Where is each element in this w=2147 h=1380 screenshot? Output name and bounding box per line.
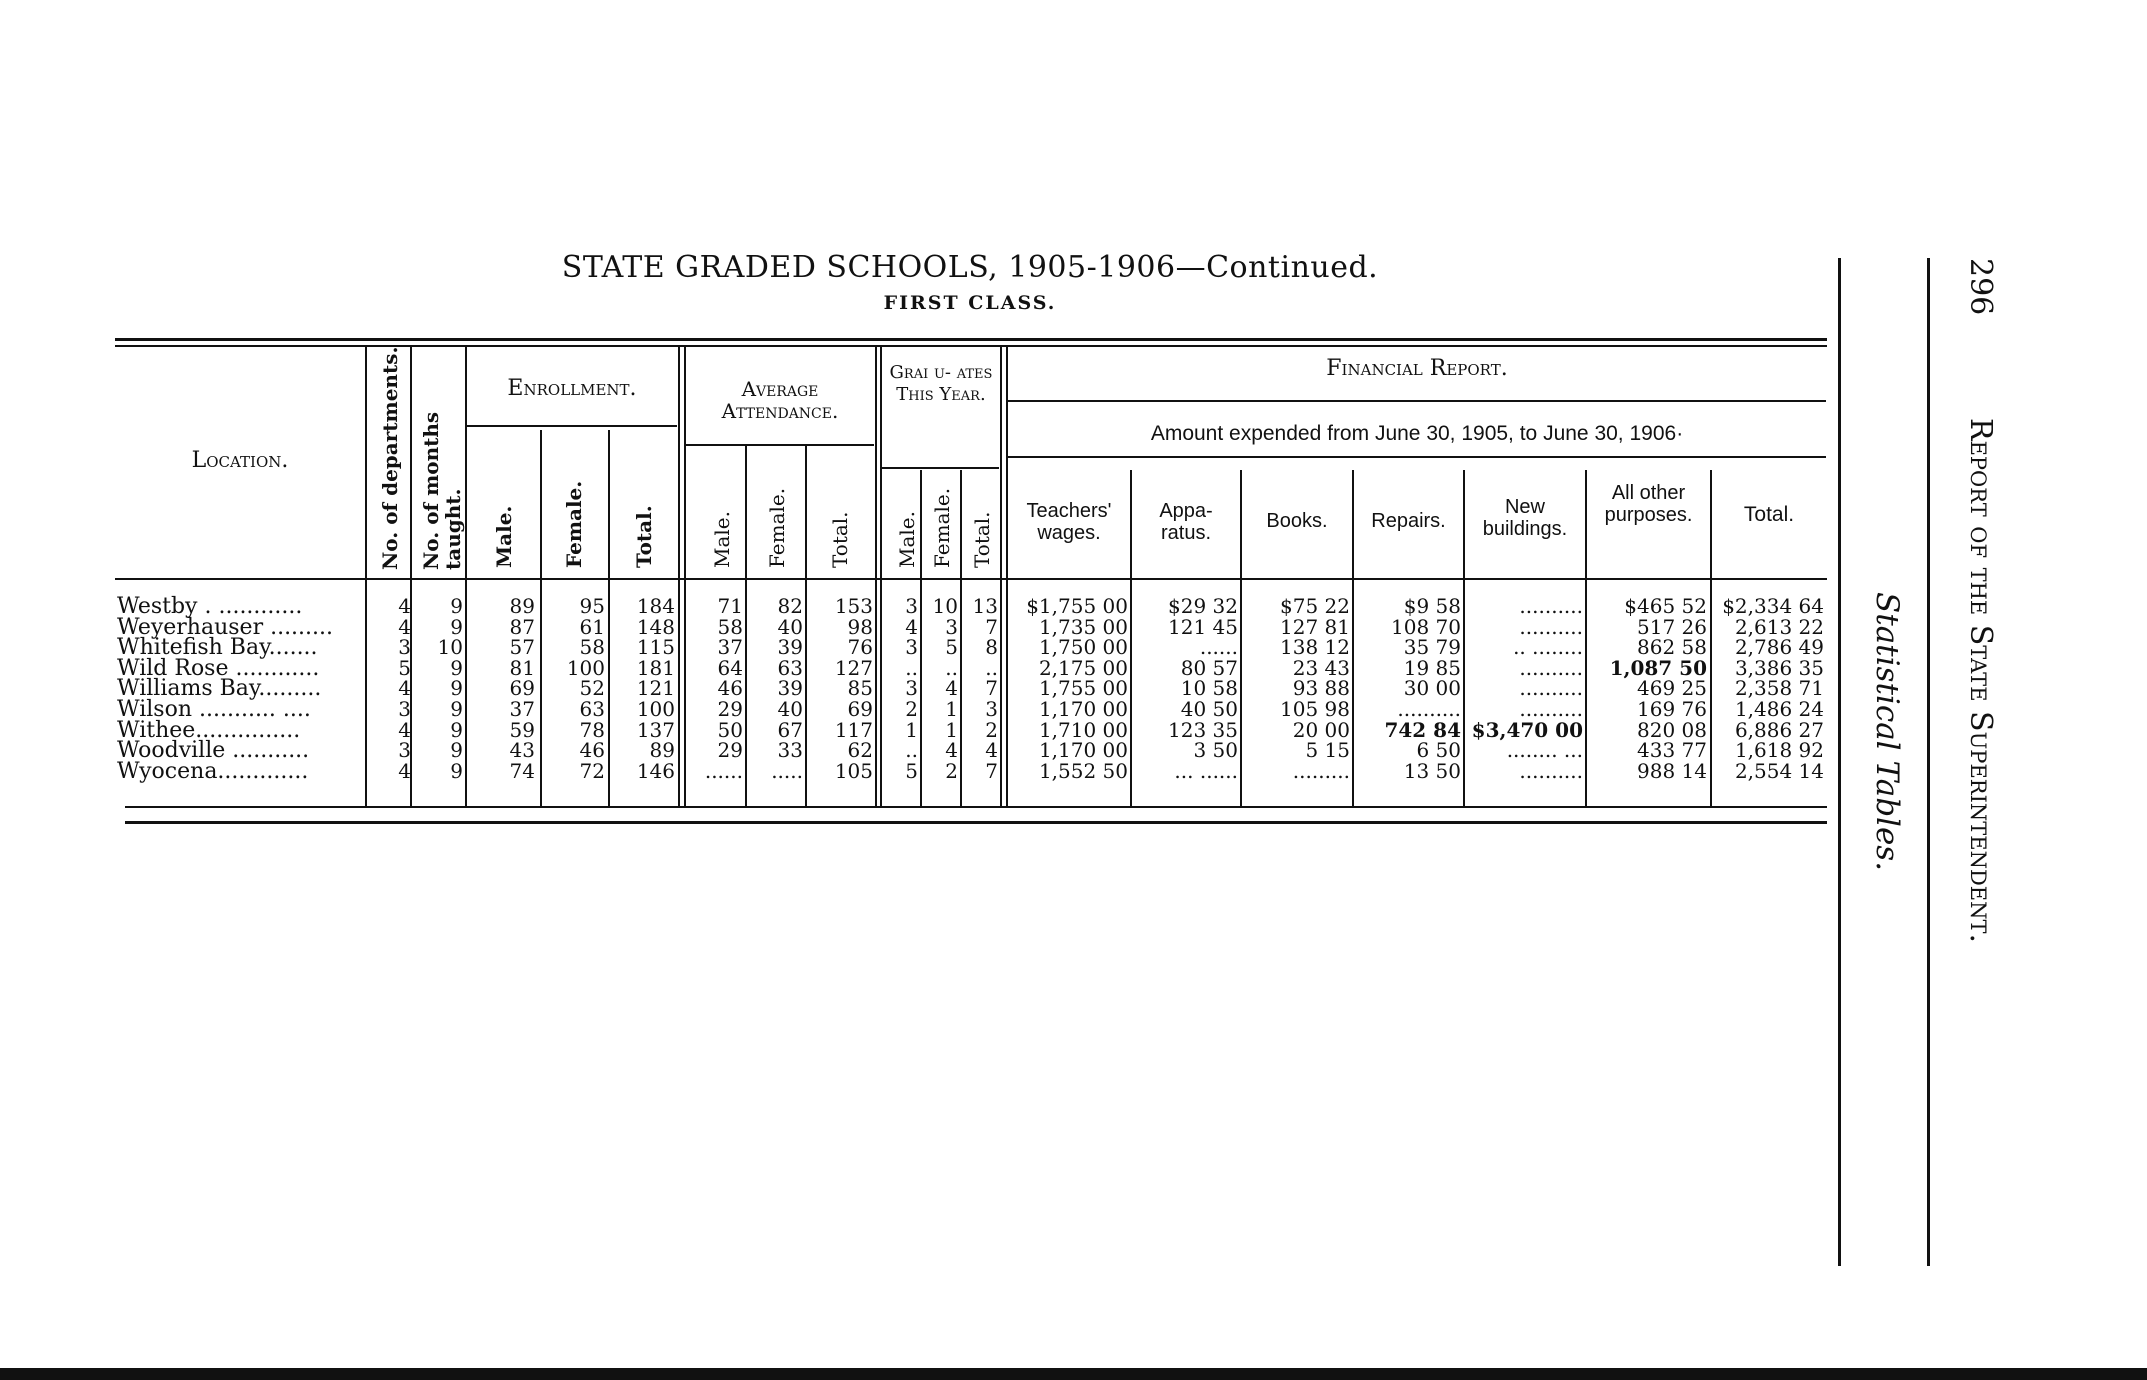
row-departments: 4: [398, 594, 411, 618]
row-repairs: 6 50: [1416, 738, 1461, 763]
row-grad-male: 1: [905, 717, 918, 742]
row-teachers: 1,170 00: [1038, 696, 1128, 721]
row-enroll-total: 184: [636, 594, 675, 618]
row-attend-female: 40: [777, 696, 803, 721]
row-departments: 4: [398, 758, 411, 783]
row-books: 138 12: [1280, 635, 1350, 660]
table-row: [115, 614, 1827, 640]
row-attend-total: 98: [847, 614, 873, 639]
row-enroll-total: 181: [636, 655, 675, 680]
row-months: 9: [450, 696, 463, 721]
row-enroll-male: 57: [509, 635, 535, 660]
financial-rule: [1008, 400, 1826, 402]
row-apparatus: $29 32: [1168, 594, 1238, 618]
row-total: 2,613 22: [1734, 614, 1824, 639]
page-title: STATE GRADED SCHOOLS, 1905-1906—Continued.: [561, 250, 1379, 285]
row-enroll-male: 81: [509, 655, 535, 680]
top-double-rule-1: [115, 338, 1827, 341]
row-grad-total: 3: [985, 696, 998, 721]
margin-rule-outer: [1927, 258, 1930, 1266]
row-departments: 4: [398, 676, 411, 701]
row-attend-female: 39: [777, 676, 803, 701]
row-other: 1,087 50: [1609, 655, 1707, 680]
table-body: [115, 594, 1827, 784]
row-enroll-male: 74: [509, 758, 535, 783]
row-attend-total: 69: [847, 696, 873, 721]
row-grad-total: 7: [985, 758, 998, 783]
row-departments: 5: [398, 655, 411, 680]
row-grad-total: 2: [985, 717, 998, 742]
header-bottom-rule: [115, 578, 1827, 580]
row-other: 862 58: [1637, 635, 1707, 660]
page-number: 296: [1963, 258, 1998, 316]
row-location: Wyocena.............: [117, 758, 309, 784]
section-label: Statistical Tables.: [1869, 592, 1905, 872]
row-months: 9: [450, 738, 463, 763]
row-departments: 3: [398, 738, 411, 763]
row-grad-total: 13: [972, 594, 998, 618]
row-enroll-total: 121: [636, 676, 675, 701]
header-graduates: Grai u- ates This Year.: [889, 362, 993, 405]
row-departments: 4: [398, 717, 411, 742]
row-enroll-female: 95: [579, 594, 605, 618]
row-grad-male: 3: [905, 676, 918, 701]
row-enroll-female: 78: [579, 717, 605, 742]
row-attend-total: 127: [834, 655, 873, 680]
row-other: 517 26: [1637, 614, 1707, 639]
row-enroll-female: 100: [566, 655, 605, 680]
row-location: Williams Bay.........: [117, 676, 322, 702]
enroll-rule: [467, 425, 677, 427]
row-other: $465 52: [1624, 594, 1707, 618]
row-total: 6,886 27: [1734, 717, 1824, 742]
row-teachers: 1,170 00: [1038, 738, 1128, 763]
row-other: 433 77: [1637, 738, 1707, 763]
row-attend-total: 117: [834, 717, 873, 742]
row-grad-male: 4: [905, 614, 918, 639]
row-apparatus: ... ......: [1174, 758, 1238, 783]
row-attend-total: 85: [847, 676, 873, 701]
row-attend-male: 64: [717, 655, 743, 680]
header-location: Location.: [191, 448, 289, 473]
row-apparatus: 3 50: [1193, 738, 1238, 763]
row-grad-female: 5: [945, 635, 958, 660]
row-teachers: 1,552 50: [1038, 758, 1128, 783]
row-repairs: 13 50: [1403, 758, 1461, 783]
row-grad-male: 2: [905, 696, 918, 721]
row-enroll-male: 43: [509, 738, 535, 763]
row-departments: 3: [398, 635, 411, 660]
table-row: [115, 655, 1827, 681]
row-books: $75 22: [1280, 594, 1350, 618]
row-teachers: 1,755 00: [1038, 676, 1128, 701]
row-location: Withee...............: [117, 717, 301, 743]
row-repairs: 30 00: [1403, 676, 1461, 701]
row-location: Westby . ............: [117, 594, 303, 619]
row-enroll-female: 52: [579, 676, 605, 701]
table-row: [115, 676, 1827, 702]
header-amount: Amount expended from June 30, 1905, to June 30, 1906·: [1150, 422, 1684, 445]
row-grad-male: ..: [905, 655, 918, 680]
grad-rule: [882, 467, 999, 469]
header-new-buildings: New buildings.: [1482, 496, 1568, 540]
row-enroll-male: 59: [509, 717, 535, 742]
table-row: [115, 594, 1827, 619]
header-fin-total: Total.: [1743, 503, 1795, 526]
row-enroll-female: 46: [579, 738, 605, 763]
row-other: 820 08: [1637, 717, 1707, 742]
row-grad-total: 8: [985, 635, 998, 660]
row-attend-male: 58: [717, 614, 743, 639]
row-books: 5 15: [1305, 738, 1350, 763]
row-other: 169 76: [1637, 696, 1707, 721]
row-grad-male: 3: [905, 594, 918, 618]
table-row: [115, 758, 1827, 784]
row-attend-total: 105: [834, 758, 873, 783]
row-total: $2,334 64: [1722, 594, 1824, 618]
row-apparatus: ......: [1199, 635, 1238, 660]
row-attend-male: 46: [717, 676, 743, 701]
header-attend-total: Total.: [828, 511, 852, 568]
row-apparatus: 123 35: [1168, 717, 1238, 742]
header-all-other: All other purposes.: [1604, 482, 1693, 526]
page-edge: [0, 1368, 2147, 1380]
row-repairs: ..........: [1397, 696, 1461, 721]
row-repairs: 19 85: [1403, 655, 1461, 680]
row-enroll-male: 69: [509, 676, 535, 701]
row-months: 9: [450, 676, 463, 701]
row-enroll-female: 72: [579, 758, 605, 783]
page-subtitle: FIRST CLASS.: [883, 292, 1057, 314]
row-months: 9: [450, 594, 463, 618]
row-grad-total: ..: [985, 655, 998, 680]
row-total: 3,386 35: [1734, 655, 1824, 680]
row-months: 9: [450, 758, 463, 783]
row-attend-female: 33: [777, 738, 803, 763]
row-attend-male: 29: [717, 696, 743, 721]
row-new-buildings: .. ........: [1513, 635, 1583, 660]
row-new-buildings: ..........: [1519, 696, 1583, 721]
header-enrollment: Enrollment.: [507, 376, 637, 401]
header-grad-male: Male.: [895, 511, 919, 568]
header-departments: No. of departments.: [378, 346, 402, 570]
header-books: Books.: [1266, 510, 1328, 532]
row-repairs: 742 84: [1384, 717, 1461, 742]
table-row: [115, 635, 1827, 661]
row-enroll-male: 37: [509, 696, 535, 721]
row-teachers: 2,175 00: [1038, 655, 1128, 680]
row-location: Wild Rose ............: [117, 655, 320, 681]
row-attend-female: 39: [777, 635, 803, 660]
row-teachers: $1,755 00: [1026, 594, 1128, 618]
row-enroll-female: 63: [579, 696, 605, 721]
header-attend-male: Male.: [710, 511, 734, 568]
header-attend-female: Female.: [765, 487, 789, 568]
row-attend-male: 71: [717, 594, 743, 618]
running-head: Report of the State Superintendent.: [1963, 418, 1998, 944]
bottom-double-rule-2: [125, 821, 1827, 824]
attend-rule: [686, 444, 874, 446]
row-books: .........: [1292, 758, 1350, 783]
row-attend-male: 37: [717, 635, 743, 660]
row-grad-total: 7: [985, 614, 998, 639]
row-apparatus: 10 58: [1180, 676, 1238, 701]
row-grad-total: 7: [985, 676, 998, 701]
row-apparatus: 121 45: [1168, 614, 1238, 639]
header-enroll-female: Female.: [562, 480, 586, 568]
row-repairs: 108 70: [1391, 614, 1461, 639]
row-books: 105 98: [1280, 696, 1350, 721]
row-other: 988 14: [1637, 758, 1707, 783]
row-new-buildings: ........ ...: [1506, 738, 1583, 763]
row-total: 1,486 24: [1734, 696, 1824, 721]
header-months: No. of months taught.: [419, 411, 465, 570]
row-teachers: 1,710 00: [1038, 717, 1128, 742]
row-grad-female: 4: [945, 738, 958, 763]
header-repairs: Repairs.: [1371, 510, 1446, 532]
row-attend-total: 76: [847, 635, 873, 660]
row-total: 1,618 92: [1734, 738, 1824, 763]
row-grad-female: 1: [945, 717, 958, 742]
row-grad-total: 4: [985, 738, 998, 763]
row-grad-female: 10: [932, 594, 958, 618]
row-enroll-male: 89: [509, 594, 535, 618]
row-months: 9: [450, 717, 463, 742]
row-apparatus: 40 50: [1180, 696, 1238, 721]
header-teachers: Teachers' wages.: [1026, 500, 1112, 544]
row-grad-male: 5: [905, 758, 918, 783]
row-new-buildings: ..........: [1519, 594, 1583, 618]
row-location: Whitefish Bay.......: [117, 635, 318, 661]
header-grad-total: Total.: [970, 511, 994, 568]
row-location: Weyerhauser .........: [117, 614, 334, 640]
row-departments: 3: [398, 696, 411, 721]
row-grad-female: 2: [945, 758, 958, 783]
row-enroll-total: 148: [636, 614, 675, 639]
row-attend-female: 40: [777, 614, 803, 639]
row-location: Woodville ...........: [117, 738, 310, 764]
row-books: 127 81: [1280, 614, 1350, 639]
row-new-buildings: ..........: [1519, 614, 1583, 639]
row-apparatus: 80 57: [1180, 655, 1238, 680]
row-new-buildings: ..........: [1519, 655, 1583, 680]
row-departments: 4: [398, 614, 411, 639]
row-enroll-total: 115: [636, 635, 675, 660]
row-total: 2,786 49: [1734, 635, 1824, 660]
row-grad-female: ..: [945, 655, 958, 680]
margin-rule-inner: [1838, 258, 1841, 1266]
row-grad-male: 3: [905, 635, 918, 660]
header-financial: Financial Report.: [1326, 356, 1508, 381]
row-enroll-male: 87: [509, 614, 535, 639]
row-repairs: 35 79: [1403, 635, 1461, 660]
row-attend-total: 153: [834, 594, 873, 618]
row-months: 9: [450, 655, 463, 680]
row-enroll-total: 137: [636, 717, 675, 742]
row-attend-male: 29: [717, 738, 743, 763]
row-books: 20 00: [1292, 717, 1350, 742]
row-books: 93 88: [1292, 676, 1350, 701]
row-months: 9: [450, 614, 463, 639]
row-new-buildings: $3,470 00: [1471, 717, 1583, 742]
table-row: [115, 717, 1827, 743]
row-enroll-total: 89: [649, 738, 675, 763]
row-new-buildings: ..........: [1519, 758, 1583, 783]
row-teachers: 1,735 00: [1038, 614, 1128, 639]
row-repairs: $9 58: [1403, 594, 1461, 618]
row-teachers: 1,750 00: [1038, 635, 1128, 660]
row-enroll-total: 100: [636, 696, 675, 721]
row-attend-female: .....: [771, 758, 803, 783]
row-grad-female: 4: [945, 676, 958, 701]
row-attend-male: 50: [717, 717, 743, 742]
table-row: [115, 696, 1827, 722]
row-total: 2,554 14: [1734, 758, 1824, 783]
row-new-buildings: ..........: [1519, 676, 1583, 701]
row-attend-male: ......: [704, 758, 743, 783]
row-attend-female: 67: [777, 717, 803, 742]
bottom-double-rule-1: [125, 806, 1827, 808]
row-months: 10: [437, 635, 463, 660]
row-attend-female: 82: [777, 594, 803, 618]
row-grad-male: ..: [905, 738, 918, 763]
row-enroll-total: 146: [636, 758, 675, 783]
table-row: [115, 738, 1827, 764]
row-grad-female: 1: [945, 696, 958, 721]
row-grad-female: 3: [945, 614, 958, 639]
row-attend-female: 63: [777, 655, 803, 680]
row-enroll-female: 61: [579, 614, 605, 639]
row-total: 2,358 71: [1734, 676, 1824, 701]
row-other: 469 25: [1637, 676, 1707, 701]
row-enroll-female: 58: [579, 635, 605, 660]
row-books: 23 43: [1292, 655, 1350, 680]
header-grad-female: Female.: [930, 487, 954, 568]
row-attend-total: 62: [847, 738, 873, 763]
row-location: Wilson ........... ....: [117, 696, 311, 722]
header-apparatus: Appa- ratus.: [1159, 500, 1213, 544]
top-double-rule-2: [115, 345, 1827, 347]
header-enroll-total: Total.: [632, 505, 656, 568]
amount-rule: [1008, 456, 1826, 458]
header-attendance: Average Attendance.: [721, 377, 839, 423]
header-enroll-male: Male.: [492, 505, 516, 568]
